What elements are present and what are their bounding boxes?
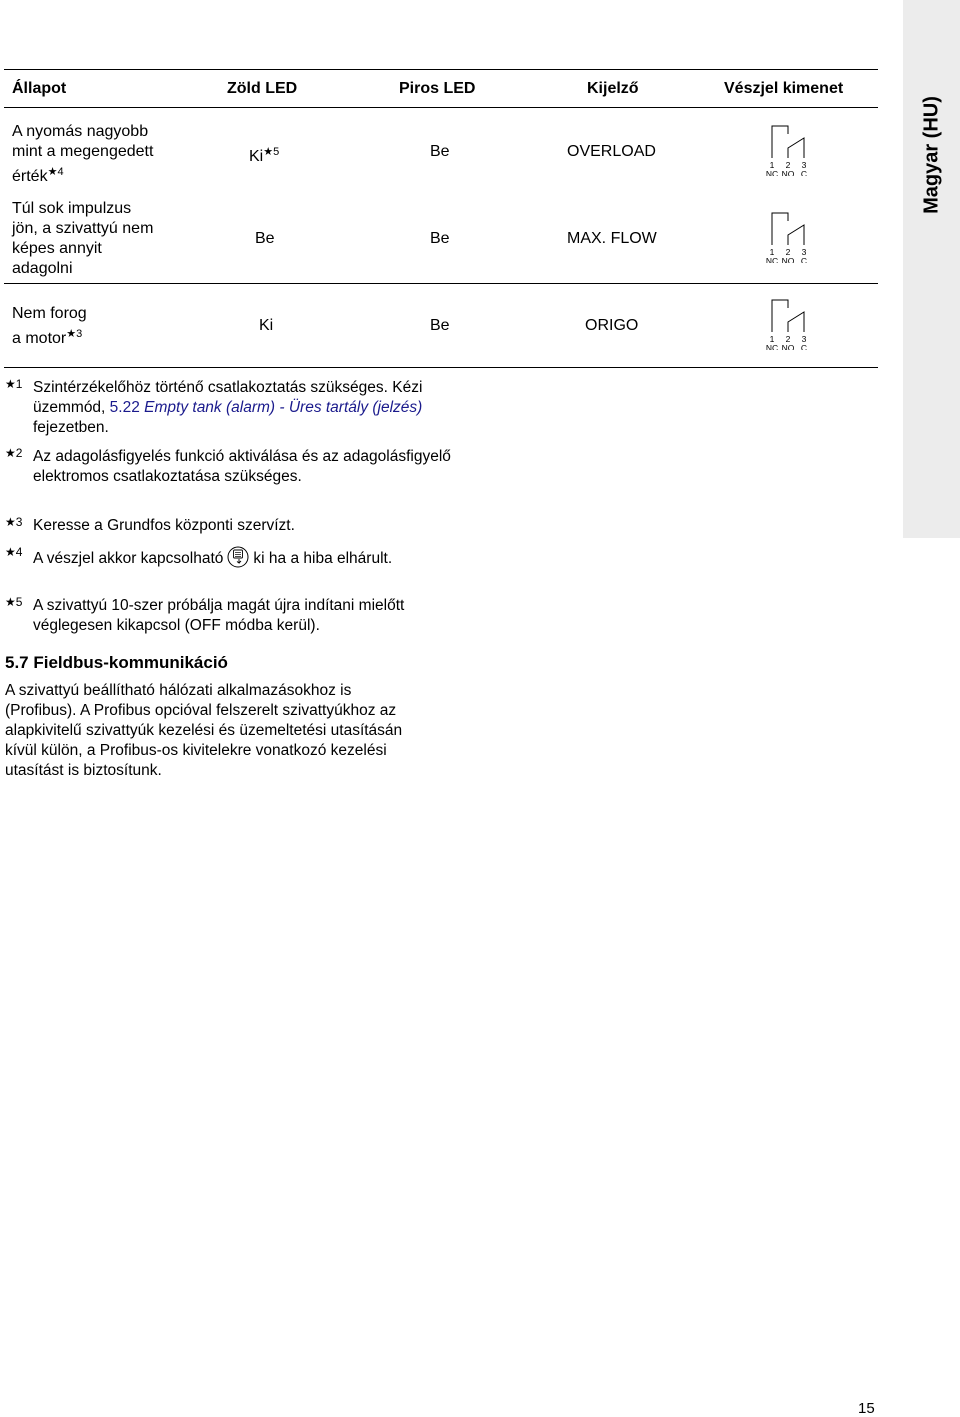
relay-label-nc: NC [766, 343, 779, 350]
star-icon: ★ [47, 166, 58, 178]
footnote-mark: ★3 [5, 515, 23, 529]
footnote-text: A szivattyú 10-szer próbálja magát újra indítani mielőtt véglegesen kikapcsol (OFF módba kerül). [33, 597, 405, 634]
footnote-mark: ★4 [5, 545, 23, 559]
header-state: Állapot [12, 80, 67, 97]
section-reference-number[interactable]: 5.22 [109, 399, 140, 416]
header-alarm-output: Vészjel kimenet [724, 80, 844, 97]
page-number: 15 [858, 1400, 875, 1417]
table-row-1-green [249, 142, 279, 167]
relay-num-1: 1 [769, 160, 775, 170]
header-red-led: Piros LED [399, 80, 476, 97]
star-icon: ★ [66, 328, 77, 340]
table-row-2-green: Be [255, 230, 275, 247]
relay-num-2: 2 [785, 160, 791, 170]
footnote-mark-number: 2 [15, 446, 23, 460]
relay-label-nc: NC [766, 169, 779, 176]
relay-contact-icon [766, 211, 814, 263]
green-value: Ki [249, 148, 264, 165]
footnote-ref: 3 [76, 328, 83, 340]
footnote-mark-number: 4 [15, 545, 23, 559]
table-bottom-rule [4, 367, 878, 368]
table-row-2-display: MAX. FLOW [567, 230, 657, 247]
relay-num-1: 1 [769, 247, 775, 257]
relay-label-c: C [800, 256, 808, 263]
footnote-ref: 4 [57, 166, 64, 178]
table-row-1-red: Be [430, 143, 450, 160]
footnote-mark: ★2 [5, 446, 23, 460]
relay-diagram-icon [766, 124, 814, 176]
relay-label-no: NO [781, 169, 795, 176]
table-row-2-red: Be [430, 230, 450, 247]
state-line [12, 324, 87, 349]
footnote-ref: 5 [273, 146, 280, 158]
relay-num-2: 2 [785, 334, 791, 344]
table-row-3-state [12, 304, 87, 349]
state-line-text: érték [12, 168, 48, 185]
state-line: Nem forog [12, 305, 87, 322]
state-line: képes annyit [12, 240, 102, 257]
state-line: mint a megengedett [12, 143, 154, 160]
section-title: 5.7 Fieldbus-kommunikáció [5, 653, 228, 672]
relay-label-nc: NC [766, 256, 779, 263]
footnote-text-part: ki ha a hiba elhárult. [253, 550, 393, 567]
footnote-mark-number: 1 [15, 377, 23, 391]
footnote-text [33, 378, 453, 438]
state-line: jön, a szivattyú nem [12, 220, 154, 237]
footnote-mark: ★5 [5, 595, 23, 609]
table-row-1-state [12, 122, 153, 187]
state-line [12, 162, 153, 187]
relay-num-3: 3 [801, 334, 807, 344]
table-row-3-green: Ki [259, 317, 274, 334]
relay-label-no: NO [781, 256, 795, 263]
relay-num-3: 3 [801, 160, 807, 170]
header-display: Kijelző [587, 80, 639, 97]
table-header-rule [4, 107, 878, 108]
star-icon: ★ [263, 146, 274, 158]
table-row-3-display: ORIGO [585, 317, 639, 334]
table-top-rule [4, 69, 878, 70]
reset-button-icon [227, 546, 249, 574]
state-line-text: a motor [12, 330, 67, 347]
relay-label-c: C [800, 169, 808, 176]
state-line: A nyomás nagyobb [12, 123, 149, 140]
footnote-text: Keresse a Grundfos központi szervízt. [33, 517, 295, 534]
footnote-text-part: A vészjel akkor kapcsolható [33, 550, 224, 567]
section-reference-link[interactable]: Empty tank (alarm) - Üres tartály (jelzés) [139, 399, 423, 416]
state-line: adagolni [12, 260, 73, 277]
state-line: Túl sok impulzus [12, 200, 132, 217]
footnote-mark-number: 5 [15, 595, 23, 609]
footnote-text: Az adagolásfigyelés funkció aktiválása és az adagolásfigyelő elektromos csatlakoztatása szükséges. [33, 448, 451, 485]
relay-diagram-icon [766, 298, 814, 350]
table-row-1-display: OVERLOAD [567, 143, 656, 160]
language-tab-label: Magyar (HU) [920, 96, 942, 214]
footnote-mark-number: 3 [15, 515, 23, 529]
relay-contact-icon [766, 124, 814, 176]
language-tab [903, 0, 960, 538]
table-row-3-red: Be [430, 317, 450, 334]
table-row-rule [4, 283, 878, 284]
relay-num-2: 2 [785, 247, 791, 257]
footnote-text-part: fejezetben. [33, 419, 109, 436]
relay-contact-icon [766, 298, 814, 350]
relay-num-3: 3 [801, 247, 807, 257]
table-row-2-state [12, 199, 153, 279]
relay-label-no: NO [781, 343, 795, 350]
section-paragraph: A szivattyú beállítható hálózati alkalmazásokhoz is (Profibus). A Profibus opcióval felszerelt szivattyúkhoz az alapkivitelű szivattyúk kezelési és üzemeltetési utasításán kívül külön, a Profibus-os kivitelekre vonatkozó kezelési utasítást is biztosítunk. [5, 682, 403, 779]
relay-num-1: 1 [769, 334, 775, 344]
footnote-mark: ★1 [5, 377, 23, 391]
footnote-text-part: Szintérzékelőhöz történő csatlakoztatás szükséges. Kézi üzemmód, [33, 379, 423, 416]
footnote-text [33, 546, 453, 574]
relay-diagram-icon [766, 211, 814, 263]
relay-label-c: C [800, 343, 808, 350]
header-green-led: Zöld LED [227, 80, 298, 97]
